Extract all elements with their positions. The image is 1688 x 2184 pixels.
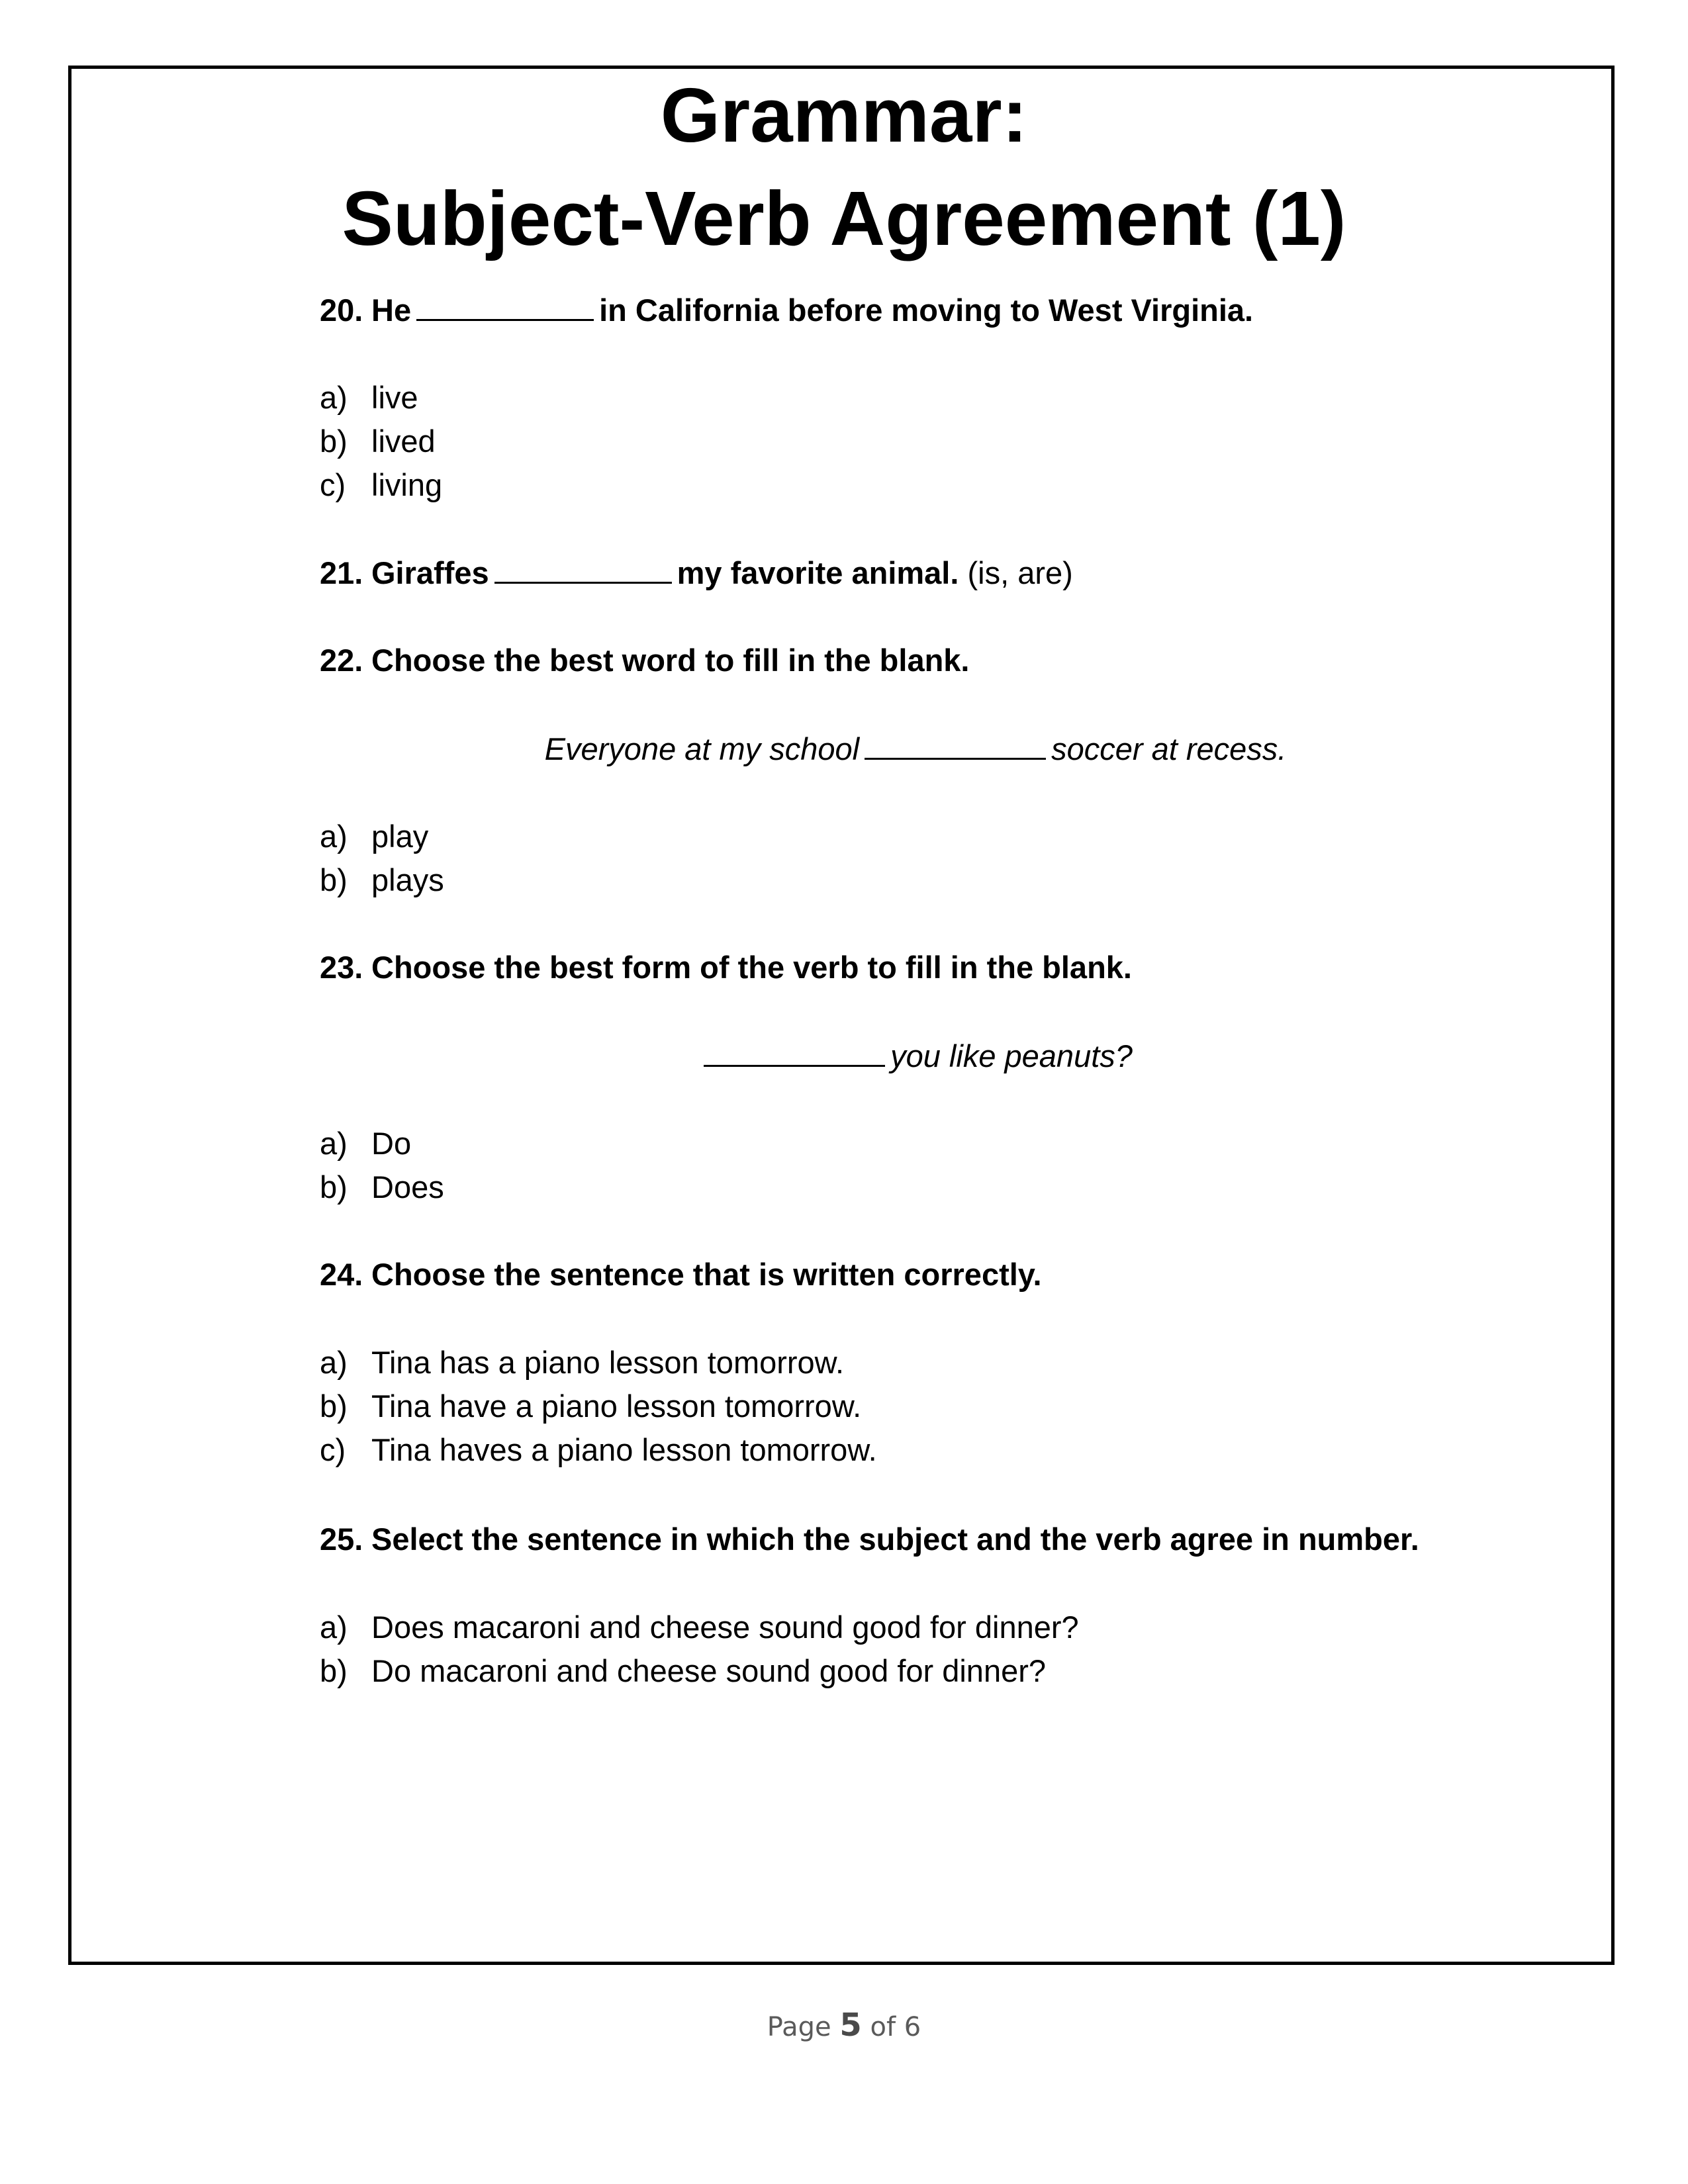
option-text: living bbox=[371, 467, 443, 502]
question-stem-end: my favorite animal. bbox=[677, 555, 959, 590]
option-letter: c) bbox=[320, 467, 346, 502]
question-number: 22. bbox=[320, 643, 363, 678]
option-20b[interactable] bbox=[320, 422, 436, 461]
answer-blank[interactable] bbox=[494, 553, 672, 584]
option-letter: a) bbox=[320, 1610, 348, 1645]
option-text: Tina has a piano lesson tomorrow. bbox=[371, 1345, 845, 1380]
example-sentence-23 bbox=[320, 1036, 1511, 1076]
question-stem-end: in California before moving to West Virginia. bbox=[599, 293, 1254, 328]
question-21 bbox=[320, 553, 1073, 593]
question-number: 23. bbox=[320, 950, 363, 985]
question-number: 20. bbox=[320, 293, 363, 328]
total-pages: 6 bbox=[904, 2012, 921, 2042]
worksheet-title: Grammar: bbox=[660, 72, 1028, 158]
option-letter: b) bbox=[320, 1169, 348, 1205]
example-start: Everyone at my school bbox=[544, 731, 860, 766]
worksheet-subtitle: Subject-Verb Agreement (1) bbox=[342, 175, 1346, 261]
question-25 bbox=[320, 1520, 1419, 1559]
option-20c[interactable] bbox=[320, 465, 442, 505]
answer-hint: (is, are) bbox=[967, 555, 1073, 590]
question-number: 24. bbox=[320, 1257, 363, 1292]
option-text: Tina haves a piano lesson tomorrow. bbox=[371, 1432, 877, 1467]
option-text: Does macaroni and cheese sound good for dinner? bbox=[371, 1610, 1079, 1645]
question-stem: Choose the best word to fill in the blank. bbox=[371, 643, 970, 678]
option-letter: b) bbox=[320, 862, 348, 897]
question-stem: Choose the sentence that is written correctly. bbox=[371, 1257, 1042, 1292]
option-25a[interactable] bbox=[320, 1608, 1079, 1647]
option-letter: a) bbox=[320, 819, 348, 854]
option-letter: b) bbox=[320, 424, 348, 459]
option-letter: a) bbox=[320, 1126, 348, 1161]
question-number: 21. bbox=[320, 555, 363, 590]
option-24a[interactable] bbox=[320, 1343, 844, 1383]
question-stem: Select the sentence in which the subject and the verb agree in number. bbox=[371, 1522, 1419, 1557]
question-22 bbox=[320, 641, 970, 680]
option-25b[interactable] bbox=[320, 1651, 1046, 1691]
option-text: Does bbox=[371, 1169, 444, 1205]
question-number: 25. bbox=[320, 1522, 363, 1557]
answer-blank[interactable] bbox=[865, 729, 1046, 760]
page-label: Page bbox=[767, 2012, 831, 2042]
option-20a[interactable] bbox=[320, 378, 418, 418]
option-text: play bbox=[371, 819, 429, 854]
option-text: lived bbox=[371, 424, 436, 459]
answer-blank[interactable] bbox=[416, 290, 594, 321]
option-text: Do macaroni and cheese sound good for dinner? bbox=[371, 1653, 1047, 1688]
option-letter: b) bbox=[320, 1388, 348, 1424]
option-23a[interactable] bbox=[320, 1124, 411, 1163]
option-letter: b) bbox=[320, 1653, 348, 1688]
option-text: live bbox=[371, 380, 418, 415]
option-text: plays bbox=[371, 862, 444, 897]
question-23 bbox=[320, 948, 1132, 987]
question-stem-start: He bbox=[371, 293, 412, 328]
question-stem: Choose the best form of the verb to fill in the blank. bbox=[371, 950, 1132, 985]
option-letter: c) bbox=[320, 1432, 346, 1467]
option-text: Do bbox=[371, 1126, 412, 1161]
example-end: soccer at recess. bbox=[1051, 731, 1287, 766]
example-sentence-22 bbox=[320, 729, 1511, 769]
option-24b[interactable] bbox=[320, 1387, 861, 1426]
option-22a[interactable] bbox=[320, 817, 428, 856]
question-stem-start: Giraffes bbox=[371, 555, 489, 590]
option-text: Tina have a piano lesson tomorrow. bbox=[371, 1388, 862, 1424]
option-24c[interactable] bbox=[320, 1430, 877, 1470]
option-letter: a) bbox=[320, 380, 348, 415]
of-label: of bbox=[870, 2012, 896, 2042]
option-22b[interactable] bbox=[320, 860, 444, 900]
question-20 bbox=[320, 290, 1253, 330]
example-end: you like peanuts? bbox=[890, 1038, 1133, 1073]
page-footer bbox=[0, 2005, 1688, 2047]
option-letter: a) bbox=[320, 1345, 348, 1380]
answer-blank[interactable] bbox=[704, 1036, 885, 1067]
question-24 bbox=[320, 1255, 1042, 1295]
page-number: 5 bbox=[839, 2007, 862, 2044]
option-23b[interactable] bbox=[320, 1167, 444, 1207]
